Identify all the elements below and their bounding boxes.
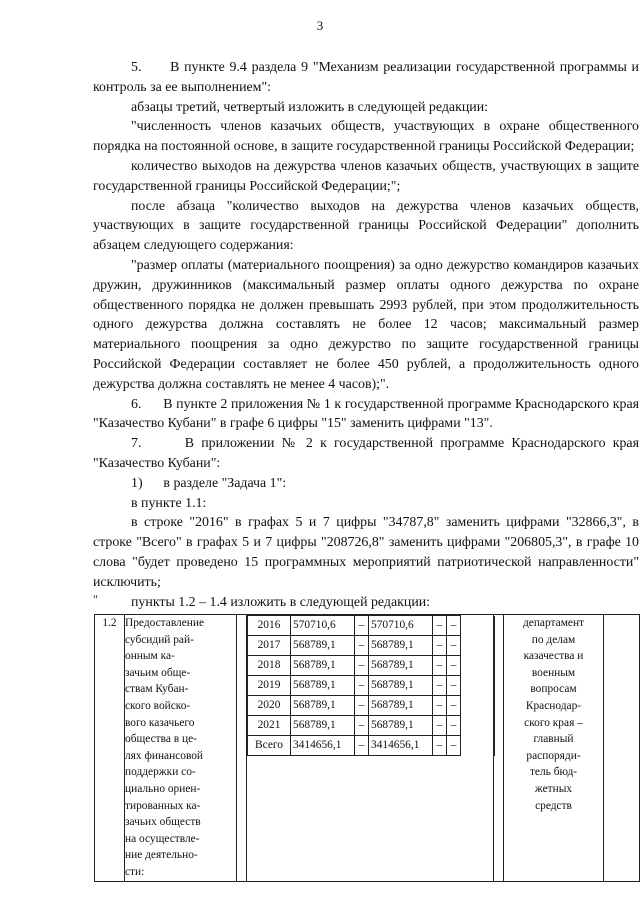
- description-line: зачьих обществ: [125, 816, 201, 829]
- department-line: казачества и: [523, 650, 584, 663]
- year-cell: 2021: [248, 716, 291, 736]
- year-cell: 2018: [248, 656, 291, 676]
- regional-cell: 568789,1: [369, 656, 433, 676]
- description-cell: [125, 615, 237, 882]
- funding-row-total: [248, 736, 495, 756]
- department-line: вопросам: [530, 683, 577, 696]
- document-body: [93, 58, 639, 612]
- federal-cell: –: [355, 656, 369, 676]
- paragraph: "размер оплаты (материального поощрения) за одно дежурство командиров казачьих дружин, дружинников (максимальный размер оплаты одного дежурства по охране общественного порядка не должен превышать 2993 рублей, при этом продолжительность одного дежурства должна составлять не более 12 часов; максимальный размер материального поощрения за одно дежурство по защите государственной границы Российской Федерации составляет не более 450 рублей, а продолжительность одного дежурства должна составлять не менее 4 часов);".: [93, 257, 639, 392]
- description-line: сти:: [125, 865, 145, 878]
- local-cell: –: [433, 616, 447, 636]
- federal-cell: –: [355, 676, 369, 696]
- year-cell: 2016: [248, 616, 291, 636]
- description-line: ствам Кубан-: [125, 683, 189, 696]
- empty-cell: [494, 615, 504, 882]
- paragraph: "численность членов казачьих обществ, участвующих в охране общественного порядка на постоянной основе, в защите государственной границы Российской Федерации;: [93, 119, 639, 155]
- other-cell: –: [447, 636, 461, 656]
- other-cell: –: [447, 696, 461, 716]
- description-line: лях финансовой: [125, 749, 204, 762]
- other-cell: –: [447, 736, 461, 756]
- department-line: ского края –: [524, 716, 583, 729]
- federal-cell: –: [355, 636, 369, 656]
- funding-row: [248, 656, 495, 676]
- paragraph: в пункте 1.1:: [131, 495, 207, 511]
- department-line: жетных: [534, 782, 573, 795]
- federal-cell: –: [355, 696, 369, 716]
- other-cell: –: [447, 676, 461, 696]
- funding-row: [248, 696, 495, 716]
- description-line: на осуществле-: [125, 832, 200, 845]
- description-line: вого казачьего: [125, 716, 195, 729]
- description-line: ского войско-: [125, 699, 191, 712]
- department-line: средств: [535, 799, 572, 812]
- empty-cell: [461, 616, 495, 636]
- regional-cell: 568789,1: [369, 716, 433, 736]
- federal-cell: –: [355, 616, 369, 636]
- program-table: [94, 614, 640, 882]
- quote-open-mark: ": [93, 592, 98, 606]
- total-cell: 568789,1: [291, 636, 355, 656]
- department-line: Краснодар-: [525, 699, 582, 712]
- funding-row: [248, 616, 495, 636]
- item-number-cell: 1.2: [95, 615, 125, 882]
- local-cell: –: [433, 656, 447, 676]
- total-cell: 568789,1: [291, 696, 355, 716]
- empty-cell: [461, 676, 495, 696]
- description-line: Предоставление: [125, 617, 205, 629]
- department-line: департамент: [522, 617, 585, 629]
- paragraph: 1) в разделе "Задача 1":: [131, 475, 287, 491]
- local-cell: –: [433, 676, 447, 696]
- regional-cell: 568789,1: [369, 636, 433, 656]
- funding-table: [247, 615, 495, 756]
- total-cell: 570710,6: [291, 616, 355, 636]
- paragraph: абзацы третий, четвертый изложить в следующей редакции:: [131, 99, 488, 115]
- description-line: зачьим обще-: [125, 666, 191, 679]
- table-row: [95, 615, 640, 882]
- funding-row: [248, 676, 495, 696]
- empty-cell: [461, 736, 495, 756]
- local-cell: –: [433, 736, 447, 756]
- paragraph: в строке "2016" в графах 5 и 7 цифры "34787,8" заменить цифрами "32866,3", в строке "Всего" в графах 5 и 7 цифры "208726,8" заменить цифрами "206805,3", в графе 10 слова "будет проведено 15 программных мероприятий патриотической направленности" исключить;: [93, 515, 639, 590]
- paragraph: 6. В пункте 2 приложения № 1 к государственной программе Краснодарского края "Казачество Кубани" в графе 6 цифры "15" заменить цифрами "13".: [93, 396, 639, 432]
- regional-cell: 568789,1: [369, 696, 433, 716]
- empty-cell: [461, 656, 495, 676]
- empty-cell: [237, 615, 247, 882]
- year-cell: 2017: [248, 636, 291, 656]
- other-cell: –: [447, 656, 461, 676]
- paragraph: после абзаца "количество выходов на дежурства членов казачьих обществ, участвующих в защите государственной границы Российской Федерации" дополнить абзацем следующего содержания:: [93, 198, 639, 254]
- paragraph: 7. В приложении № 2 к государственной программе Краснодарского края "Казачество Кубани":: [93, 436, 639, 471]
- paragraph: 5. В пункте 9.4 раздела 9 "Механизм реализации государственной программы и контроль за ее выполнением":: [93, 60, 639, 95]
- department-line: по делам: [531, 633, 576, 646]
- department-line: военным: [531, 666, 576, 679]
- total-cell: 568789,1: [291, 716, 355, 736]
- total-cell: 568789,1: [291, 656, 355, 676]
- total-cell: 3414656,1: [291, 736, 355, 756]
- paragraph: количество выходов на дежурства членов казачьих обществ, участвующих в защите государственной границы Российской Федерации;";: [93, 158, 639, 194]
- description-line: общества в це-: [125, 733, 197, 746]
- local-cell: –: [433, 696, 447, 716]
- regional-cell: 568789,1: [369, 676, 433, 696]
- department-line: распоряди-: [526, 749, 581, 762]
- year-cell: 2019: [248, 676, 291, 696]
- empty-cell: [461, 696, 495, 716]
- other-cell: –: [447, 716, 461, 736]
- description-line: ние деятельно-: [125, 849, 198, 862]
- local-cell: –: [433, 716, 447, 736]
- department-cell: [504, 615, 604, 882]
- empty-cell: [461, 716, 495, 736]
- page-number: 3: [316, 18, 324, 33]
- year-cell: Всего: [248, 736, 291, 756]
- paragraph: пункты 1.2 – 1.4 изложить в следующей редакции:: [131, 594, 431, 610]
- other-cell: –: [447, 616, 461, 636]
- funding-cell: [247, 615, 494, 882]
- department-line: главный: [533, 733, 574, 746]
- description-line: циально ориен-: [125, 782, 201, 795]
- description-line: тированных ка-: [125, 799, 201, 812]
- empty-cell: [604, 615, 640, 882]
- regional-cell: 570710,6: [369, 616, 433, 636]
- funding-row: [248, 716, 495, 736]
- empty-cell: [461, 636, 495, 656]
- regional-cell: 3414656,1: [369, 736, 433, 756]
- department-line: тель бюд-: [529, 766, 578, 779]
- year-cell: 2020: [248, 696, 291, 716]
- description-line: поддержки со-: [125, 766, 196, 779]
- federal-cell: –: [355, 716, 369, 736]
- funding-row: [248, 636, 495, 656]
- description-line: субсидий рай-: [125, 633, 194, 646]
- federal-cell: –: [355, 736, 369, 756]
- local-cell: –: [433, 636, 447, 656]
- total-cell: 568789,1: [291, 676, 355, 696]
- description-line: онным ка-: [125, 650, 175, 663]
